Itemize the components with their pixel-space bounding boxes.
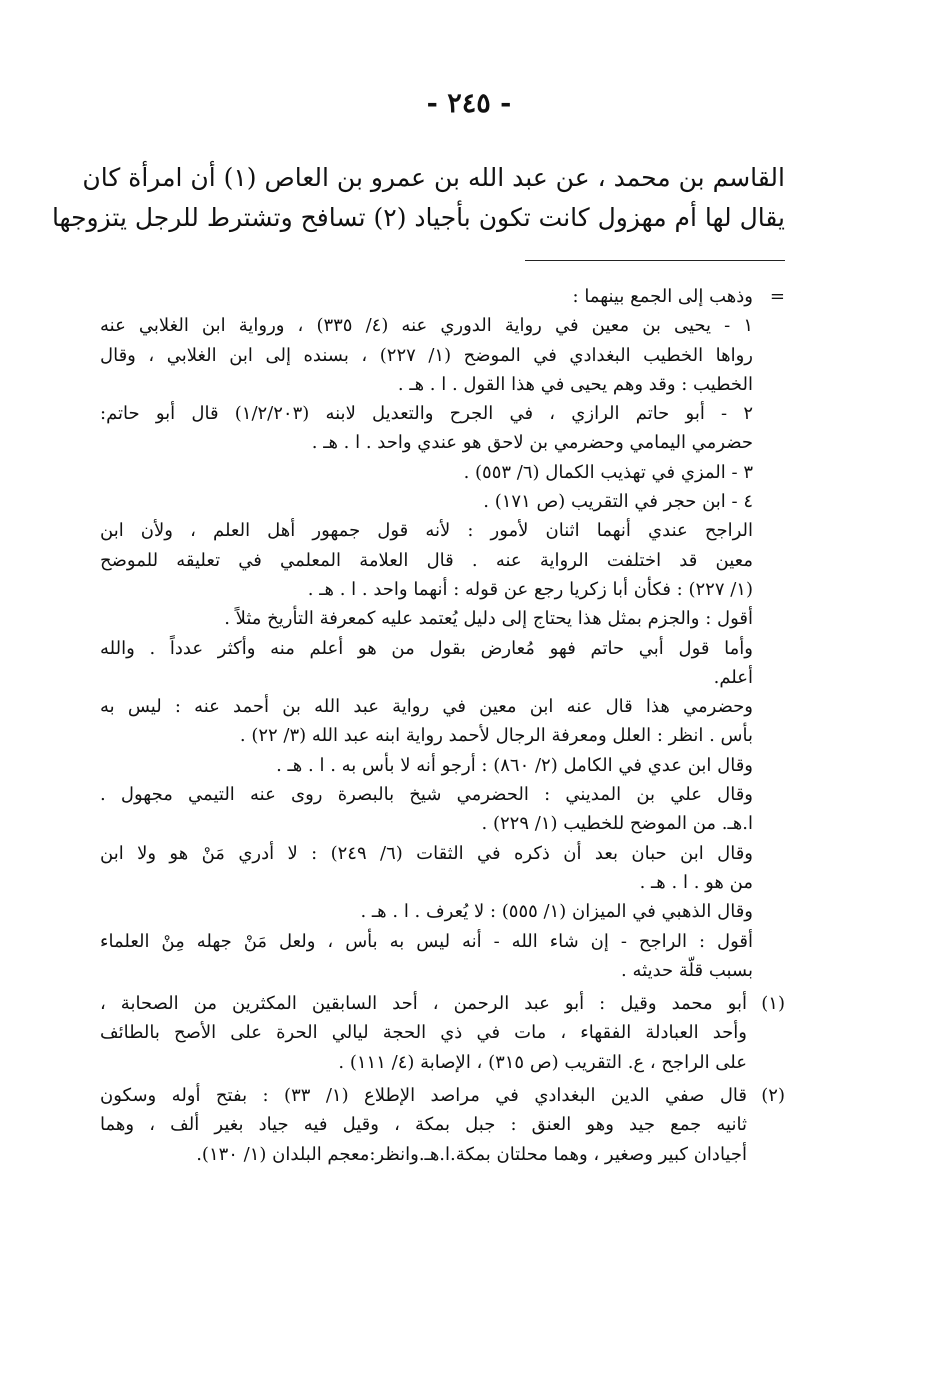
footnote-line [100,989,785,1018]
footnote-line-text: أبو محمد وقيل : أبو عبد الرحمن ، أحد السابقين المكثرين من الصحابة ، [100,993,747,1015]
note-line: الخطيب : وقد وهم يحيى في هذا القول . ا . هـ . [397,373,753,395]
main-text [51,158,785,238]
main-text-line-2: يقال لها أم مهزول كانت تكون بأجياد (٢) تسافح وتشترط للرجل يتزوجها [51,203,785,232]
note-line-text: وذهب إلى الجمع بينهما : [572,286,753,307]
note-line: حضرمي اليمامي وحضرمي بن لاحق هو عندي واحد . ا . هـ . [311,432,753,454]
main-text-line-1: القاسم بن محمد ، عن عبد الله بن عمرو بن العاص (١) أن امرأة كان [82,163,785,192]
note-line: أقول : والجزم بمثل هذا يحتاج إلى دليل يُعتمد عليه كمعرفة التأريخ مثلاً . [224,608,753,630]
page-number: - ٢٤٥ - [426,88,512,119]
continuation-mark: = [769,286,785,307]
footnote-marker: (٢) [761,1085,785,1107]
note-line: الراجح عندي أنهما اثنان لأمور : لأنه قول جمهور أهل العلم ، ولأن ابن [100,520,753,542]
footnote-marker: (١) [761,993,785,1015]
note-line: معين قد اختلفت الرواية عنه . قال العلامة المعلمي في تعليقه للموضح [100,549,753,571]
note-line: بسبب قلّة حديثه . [621,959,753,981]
note-line: من هو . ا . هـ . [639,871,753,893]
note-line: ا.هـ. من الموضح للخطيب (١/ ٢٢٩) . [481,813,753,835]
note-line: أعلم. [713,666,753,688]
note-line: ٤ - ابن حجر في التقريب (ص ١٧١) . [483,491,753,513]
footnote-line: وأحد العبادلة الفقهاء ، مات في ذي الحجة ليالي الحرة على الأصح بالطائف [100,1022,747,1044]
note-line: وأما قول أبي حاتم فهو مُعارض بقول من هو أعلم منه وأكثر عدداً . والله [100,637,753,659]
note-line: ٣ - المزي في تهذيب الكمال (٦/ ٥٥٣) . [463,461,753,483]
note-line: ١ - يحيى بن معين في رواية الدوري عنه (٤/ ٣٣٥) ، ورواية ابن الغلابي عنه [100,315,753,337]
note-line [100,282,785,311]
footnote-1 [100,989,785,1077]
note-line: أقول : الراجح - إن شاء الله - أنه ليس به بأس ، ولعل مَنْ جهله مِنْ العلماء [100,930,753,952]
footnote-line-text: قال صفي الدين البغدادي في مراصد الإطلاع (١/ ٣٣) : بفتح أوله وسكون [100,1085,747,1107]
footnote-2 [100,1081,785,1169]
footnote-separator [525,260,785,261]
note-line: وقال الذهبي في الميزان (١/ ٥٥٥) : لا يُعرف . ا . هـ . [360,901,753,923]
note-line: ٢ - أبو حاتم الرازي ، في الجرح والتعديل لابنه (١/٢/٢٠٣) قال أبو حاتم: [100,403,753,425]
footnotes-area [100,282,785,1169]
note-line: رواها الخطيب البغدادي في الموضح (١/ ٢٢٧) ، بسنده إلى ابن الغلابي ، وقال [100,344,753,366]
note-line: بأس . انظر : العلل ومعرفة الرجال لأحمد رواية ابنه عبد الله (٣/ ٢٢) . [239,725,753,747]
footnote-line: ثانيه جمع جيد وهو العنق : جبل بمكة ، وقيل فيه جياد بغير ألف ، وهما [100,1114,747,1136]
note-line: وحضرمي هذا قال عنه ابن معين في رواية عبد الله بن أحمد عنه : ليس به [100,696,753,718]
footnote-line: أجيادان كبير وصغير ، وهما محلتان بمكة.ا.هـ.وانظر:معجم البلدان (١/ ١٣٠). [196,1143,747,1165]
footnote-line: على الراجح ، ع. التقريب (ص ٣١٥) ، الإصابة (٤/ ١١١) . [338,1051,747,1073]
note-line: وقال ابن حبان بعد أن ذكره في الثقات (٦/ ٢٤٩) : لا أدري مَنْ هو ولا ابن [100,842,753,864]
note-line: وقال علي بن المديني : الحضرمي شيخ بالبصرة روى عنه التيمي مجهول . [100,784,753,806]
note-line: (١/ ٢٢٧) : فكأن أبا زكريا رجع عن قوله : أنهما واحد . ا . هـ . [307,578,753,600]
note-line: وقال ابن عدي في الكامل (٢/ ٨٦٠) : أرجو أنه لا بأس به . ا . هـ . [276,754,753,776]
footnote-line [100,1081,785,1110]
